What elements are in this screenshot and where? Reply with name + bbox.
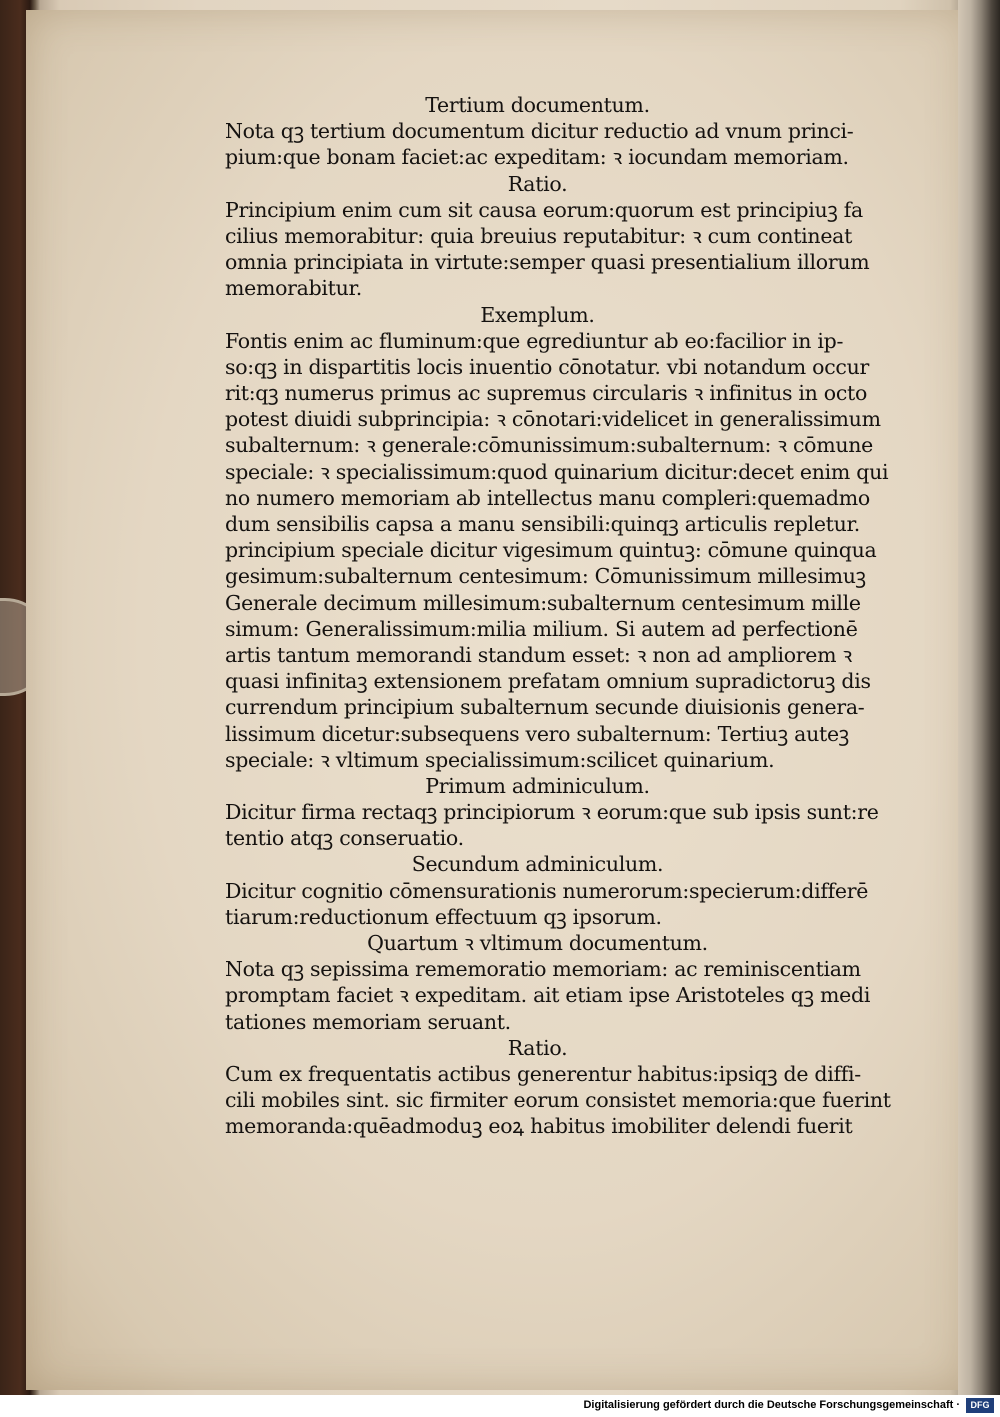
text-line: memorabitur.: [225, 276, 362, 301]
text-line: gesimum:subalternum centesimum: Cōmunissimum millesimuꝫ: [225, 564, 866, 589]
footer-bar: [0, 1395, 1000, 1417]
text-line: speciale: ꝛ vltimum specialissimum:scilicet quinarium.: [225, 747, 775, 772]
heading-primum-adminiculum: Primum adminiculum.: [425, 773, 650, 798]
page-text: [225, 92, 891, 1140]
text-line: Cum ex frequentatis actibus generentur habitus:ipsiqꝫ de diffi-: [225, 1061, 861, 1086]
text-line: Principium enim cum sit causa eorum:quorum est principiuꝫ fa: [225, 197, 863, 222]
text-line: subalternum: ꝛ generale:cōmunissimum:subalternum: ꝛ cōmune: [225, 433, 874, 458]
heading-exemplum: Exemplum.: [480, 302, 595, 327]
text-line: artis tantum memorandi standum esset: ꝛ non ad ampliorem ꝛ: [225, 642, 852, 667]
text-line: Nota qꝫ sepissima rememoratio memoriam: ac reminiscentiam: [225, 957, 861, 982]
text-line: cili mobiles sint. sic firmiter eorum consistet memoria:que fuerint: [225, 1088, 891, 1113]
text-line: memoranda:quēadmoduꝫ eoꝝ habitus imobiliter delendi fuerit: [225, 1114, 853, 1139]
heading-ratio-2: Ratio.: [507, 1035, 568, 1060]
text-line: Fontis enim ac fluminum:que egrediuntur ab eo:facilior in ip-: [225, 328, 844, 353]
heading-quartum-documentum: Quartum ꝛ vltimum documentum.: [367, 931, 708, 955]
heading-tertium-documentum: Tertium documentum.: [425, 93, 650, 117]
text-line: cilius memorabitur: quia breuius reputabitur: ꝛ cum contineat: [225, 223, 853, 248]
text-line: tentio atqꝫ conseruatio.: [225, 826, 464, 851]
text-line: dum sensibilis capsa a manu sensibili:quinqꝫ articulis repletur.: [225, 512, 860, 536]
text-line: omnia principiata in virtute:semper quasi presentialium illorum: [225, 250, 870, 275]
text-line: currendum principium subalternum secunde diuisionis genera-: [225, 695, 865, 720]
text-line: so:qꝫ in dispartitis locis inuentio cōnotatur. vbi notandum occur: [225, 354, 869, 379]
text-line: promptam faciet ꝛ expeditam. ait etiam ipse Aristoteles qꝫ medi: [225, 983, 871, 1008]
text-line: simum: Generalissimum:milia milium. Si autem ad perfectionē: [225, 616, 858, 641]
text-line: pium:que bonam faciet:ac expeditam: ꝛ iocundam memoriam.: [225, 145, 849, 170]
book-spine-edge: [958, 0, 1000, 1395]
text-line: Nota qꝫ tertium documentum dicitur reductio ad vnum princi-: [225, 119, 854, 144]
text-line: tiarum:reductionum effectuum qꝫ ipsorum.: [225, 904, 662, 929]
text-line: Generale decimum millesimum:subalternum centesimum mille: [225, 590, 861, 615]
text-line: tationes memoriam seruant.: [225, 1009, 511, 1034]
dfg-logo: DFG: [966, 1398, 994, 1413]
text-line: principium speciale dicitur vigesimum quintuꝫ: cōmune quinqua: [225, 538, 877, 563]
text-line: quasi infinitaꝫ extensionem prefatam omnium supradictoruꝫ dis: [225, 669, 871, 694]
funding-credit: Digitalisierung gefördert durch die Deutsche Forschungsgemeinschaft ·: [583, 1399, 960, 1411]
text-line: rit:qꝫ numerus primus ac supremus circularis ꝛ infinitus in octo: [225, 381, 868, 406]
heading-ratio: Ratio.: [507, 171, 568, 196]
heading-secundum-adminiculum: Secundum adminiculum.: [411, 852, 664, 877]
text-line: Dicitur firma rectaqꝫ principiorum ꝛ eorum:que sub ipsis sunt:re: [225, 800, 879, 825]
text-line: potest diuidi subprincipia: ꝛ cōnotari:videlicet in generalissimum: [225, 407, 881, 432]
text-line: Dicitur cognitio cōmensurationis numerorum:specierum:differē: [225, 878, 869, 903]
text-line: speciale: ꝛ specialissimum:quod quinarium dicitur:decet enim qui: [225, 459, 889, 484]
text-line: no numero memoriam ab intellectus manu compleri:quemadmo: [225, 485, 870, 510]
text-line: lissimum dicetur:subsequens vero subalternum: Tertiuꝫ auteꝫ: [225, 721, 849, 746]
